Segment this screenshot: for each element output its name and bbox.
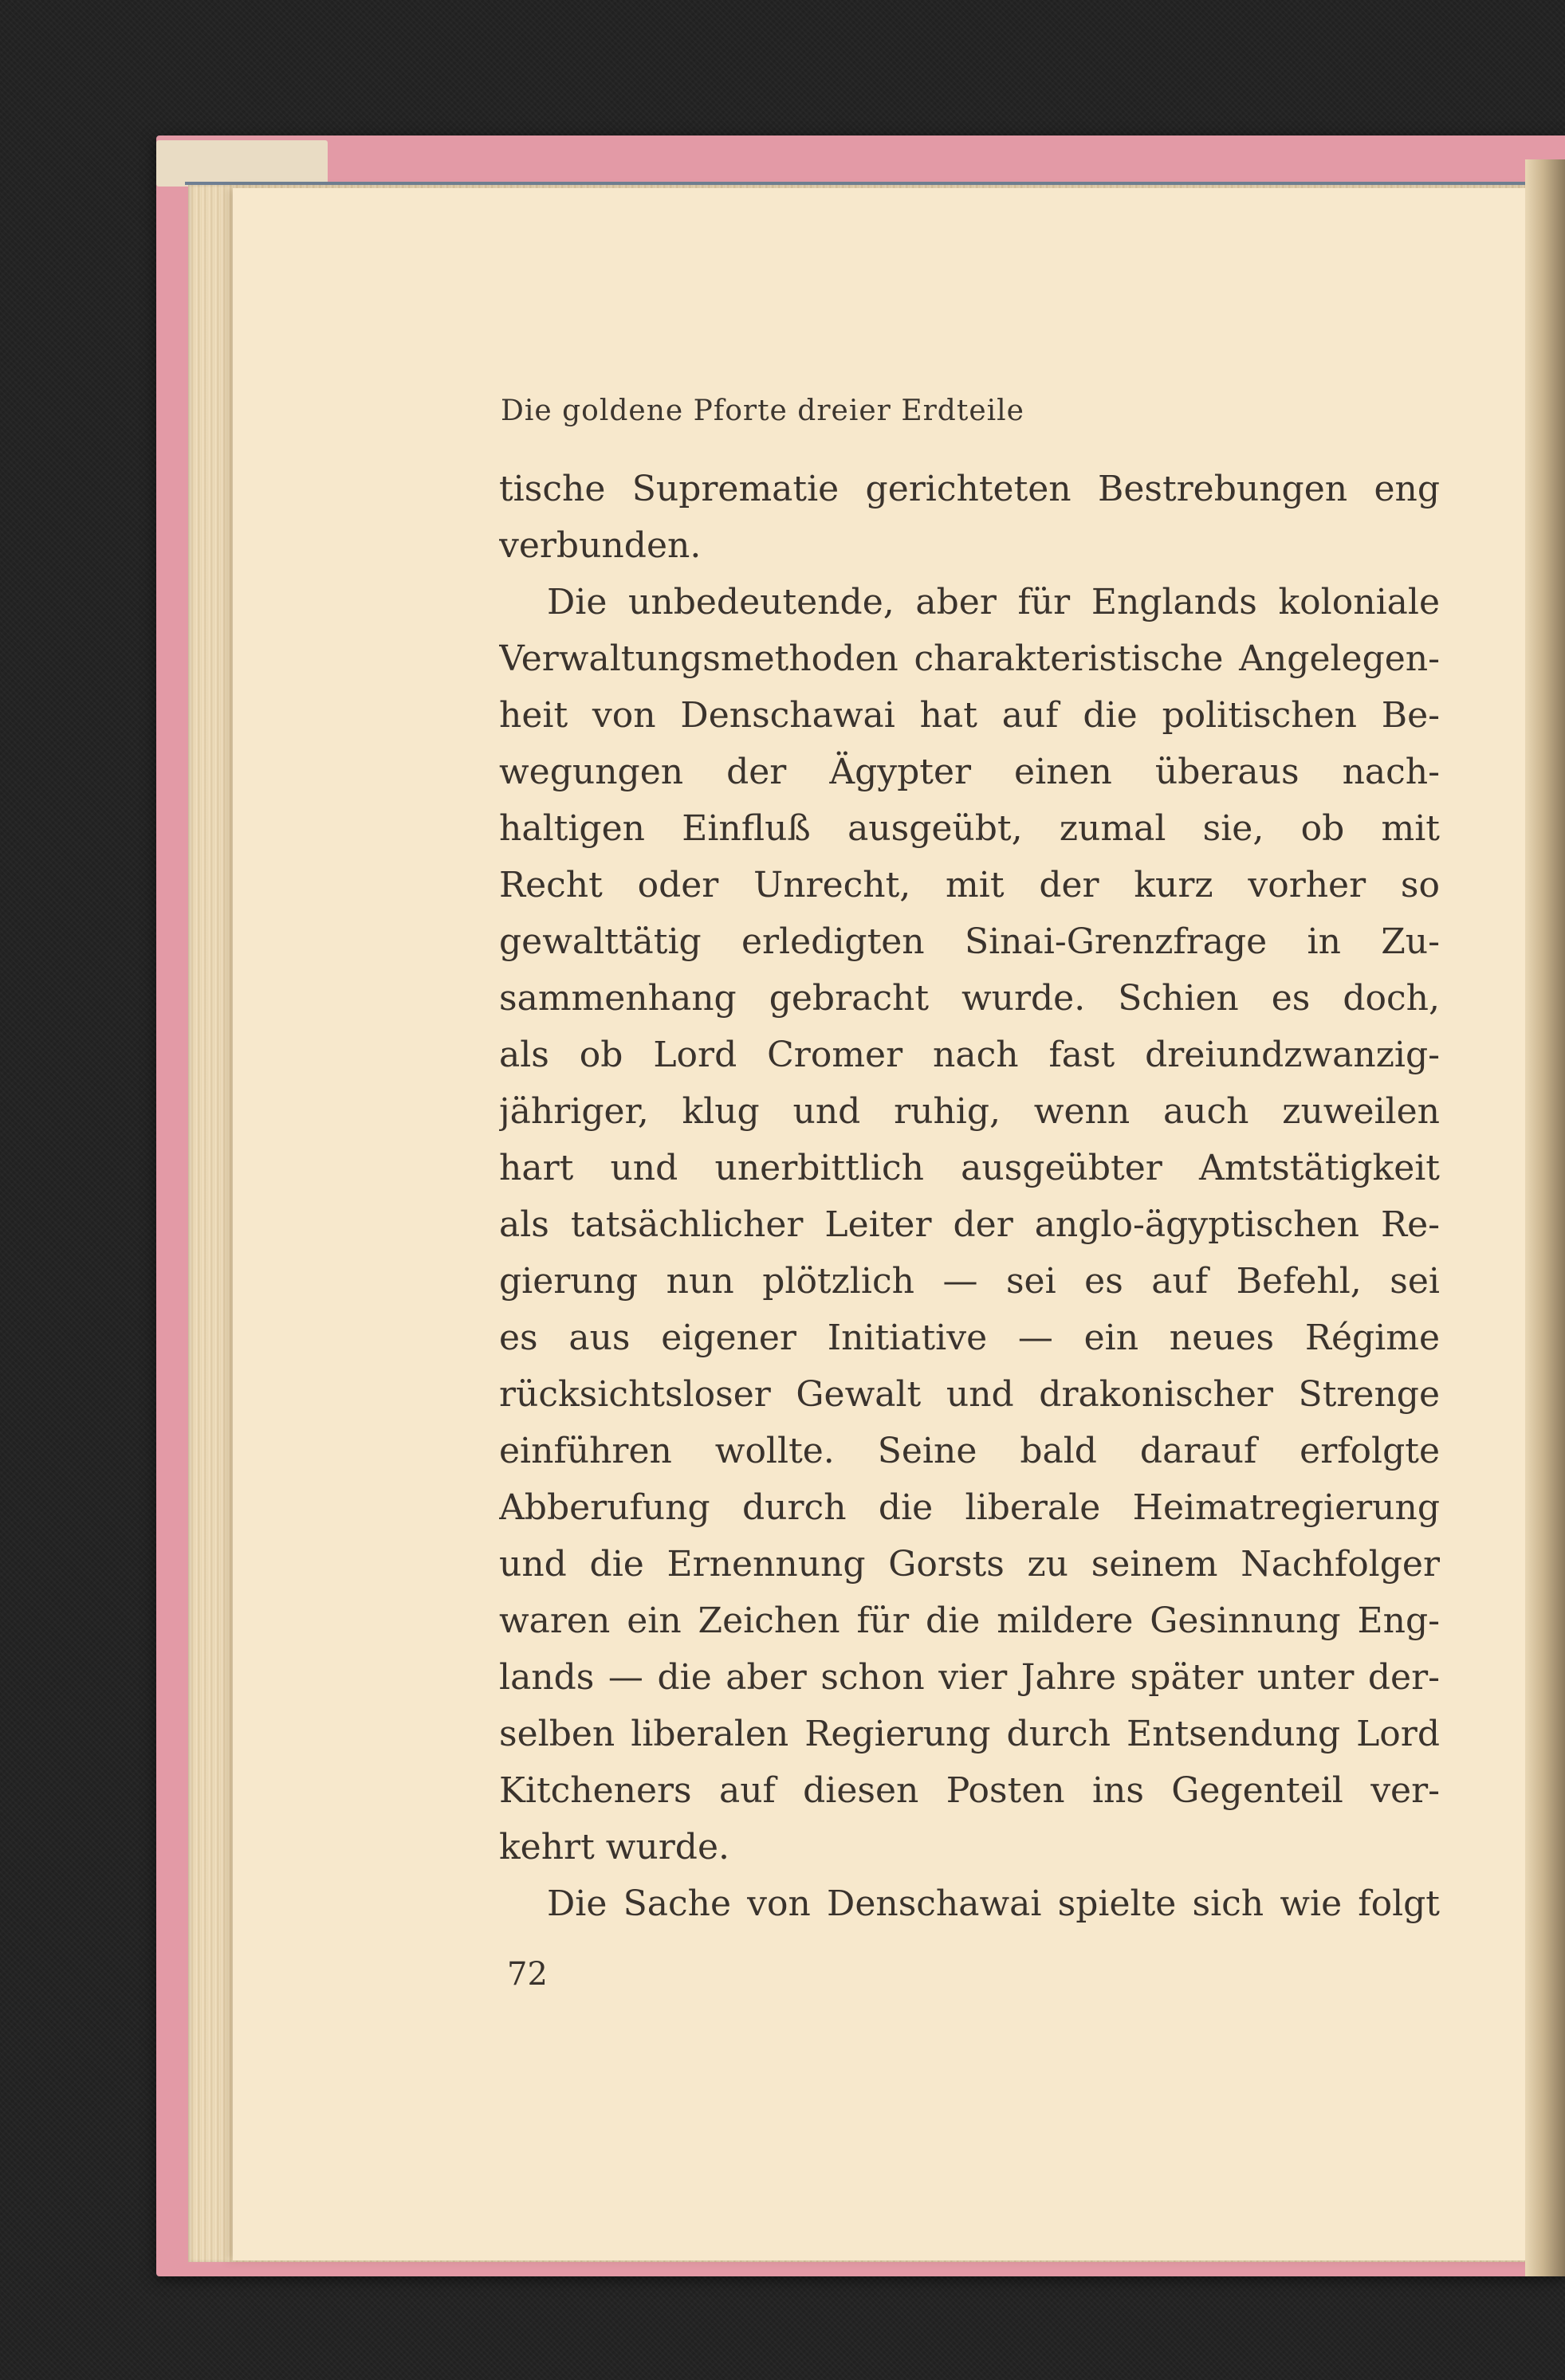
text-line: tische Suprematie gerichteten Bestrebungen eng <box>499 469 1440 509</box>
text-line: Die Sache von Denschawai spielte sich wie folgt <box>547 1883 1440 1924</box>
page-gutter <box>1525 159 1565 2276</box>
page-number: 72 <box>507 1956 548 1993</box>
text-line: Verwaltungsmethoden charakteristische Angelegen- <box>499 638 1440 679</box>
text-line: waren ein Zeichen für die mildere Gesinnung Eng- <box>499 1600 1440 1641</box>
text-line: gierung nun plötzlich — sei es auf Befehl, sei <box>499 1261 1440 1302</box>
text-line: gewalttätig erledigten Sinai-Grenzfrage in Zu- <box>499 921 1440 962</box>
text-line: verbunden. <box>499 525 702 566</box>
text-line: kehrt wurde. <box>499 1827 729 1867</box>
text-line: als ob Lord Cromer nach fast dreiundzwanzig- <box>499 1035 1440 1075</box>
text-line: jähriger, klug und ruhig, wenn auch zuweilen <box>499 1091 1440 1132</box>
page-body-text <box>499 461 1440 1932</box>
text-line: es aus eigener Initiative — ein neues Régime <box>499 1318 1440 1358</box>
text-line: sammenhang gebracht wurde. Schien es doch, <box>499 978 1440 1019</box>
running-head: Die goldene Pforte dreier Erdteile <box>501 395 1024 427</box>
text-line: Kitcheners auf diesen Posten ins Gegenteil ver- <box>499 1770 1440 1811</box>
text-line: wegungen der Ägypter einen überaus nach- <box>499 752 1440 792</box>
text-line: selben liberalen Regierung durch Entsendung Lord <box>499 1714 1440 1754</box>
text-line: rücksichtsloser Gewalt und drakonischer Strenge <box>499 1374 1440 1415</box>
text-line: heit von Denschawai hat auf die politischen Be- <box>499 695 1440 736</box>
text-line: Die unbedeutende, aber für Englands koloniale <box>547 582 1440 622</box>
text-line: hart und unerbittlich ausgeübter Amtstätigkeit <box>499 1148 1440 1188</box>
text-line: Abberufung durch die liberale Heimatregierung <box>499 1487 1440 1528</box>
text-line: lands — die aber schon vier Jahre später unter der- <box>499 1657 1440 1698</box>
text-line: Recht oder Unrecht, mit der kurz vorher so <box>499 865 1440 905</box>
text-line: einführen wollte. Seine bald darauf erfolgte <box>499 1431 1440 1471</box>
text-line: und die Ernennung Gorsts zu seinem Nachfolger <box>499 1544 1440 1585</box>
text-line: als tatsächlicher Leiter der anglo-ägyptischen Re- <box>499 1204 1440 1245</box>
worn-cover-corner <box>156 140 328 187</box>
cover-edge-line <box>185 182 1565 185</box>
text-line: haltigen Einfluß ausgeübt, zumal sie, ob mit <box>499 808 1440 849</box>
